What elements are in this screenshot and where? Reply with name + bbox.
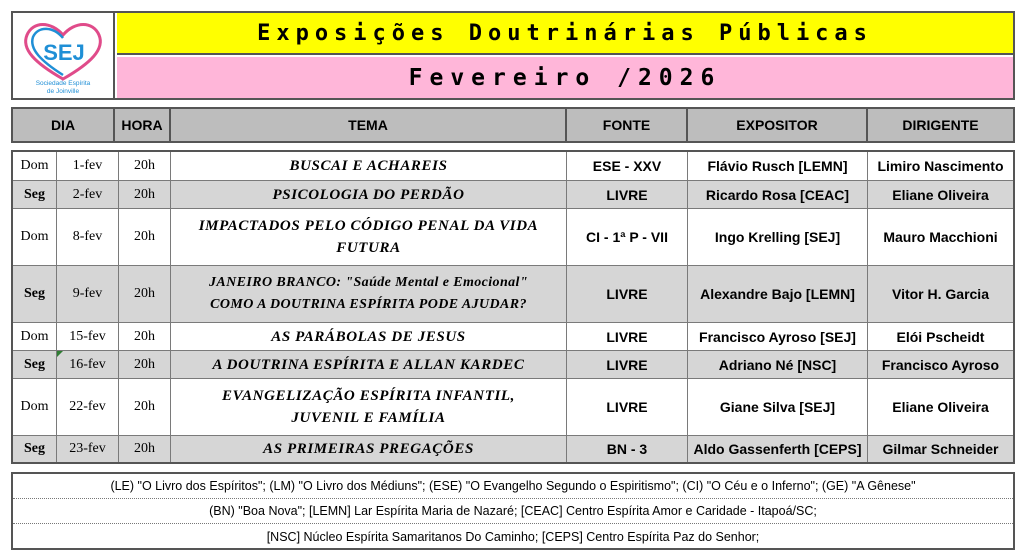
month-title: Fevereiro /2026 [408,64,722,91]
tema-line: A DOUTRINA ESPÍRITA E ALLAN KARDEC [212,356,525,373]
cell-dirigente: Limiro Nascimento [877,158,1004,174]
cell-data: 22-fev [57,379,119,435]
cell-hora: 20h [119,266,171,322]
cell-expositor: Ingo Krelling [SEJ] [688,209,868,265]
table-row [13,266,1013,323]
logo-acronym: SEJ [43,40,85,65]
cell-tema [171,181,567,208]
table-row [13,436,1013,462]
cell-tema [171,436,567,462]
cell-tema [171,209,567,265]
col-tema: TEMA [171,109,567,141]
cell-fonte: LIVRE [567,323,688,350]
tema-line: BUSCAI E ACHAREIS [289,158,448,174]
cell-dia: Dom [13,323,57,350]
cell-fonte: LIVRE [567,181,688,208]
cell-dirigente: Eliane Oliveira [892,186,989,203]
cell-dirigente: Elói Pscheidt [896,328,985,345]
col-hora: HORA [115,109,171,141]
legend-line-1: (LE) "O Livro dos Espíritos"; (LM) "O Livro dos Médiuns"; (ESE) "O Evangelho Segundo o Espiritismo"; (CI) "O Céu e o Inferno"; (GE) "A Gênese" [13,474,1013,499]
cell-fonte: ESE - XXV [567,152,688,180]
cell-tema [171,379,567,435]
cell-dirigente: Eliane Oliveira [892,399,989,415]
cell-expositor: Francisco Ayroso [SEJ] [688,323,868,350]
cell-hora: 20h [119,323,171,350]
column-header-row [11,107,1015,143]
page-title: Exposições Doutrinárias Públicas [257,20,873,46]
cell-hora: 20h [119,351,171,378]
month-band [117,57,1013,98]
col-dirigente: DIRIGENTE [868,109,1013,141]
cell-dirigente: Mauro Macchioni [883,229,998,245]
cell-data: 23-fev [57,436,119,462]
cell-data: 8-fev [57,209,119,265]
cell-dia: Dom [13,209,57,265]
cell-dirigente: Francisco Ayroso [881,356,1000,373]
cell-fonte: BN - 3 [567,436,688,462]
cell-fonte: LIVRE [567,266,688,322]
tema-line: PSICOLOGIA DO PERDÃO [272,186,465,203]
cell-hora: 20h [119,379,171,435]
tema-line: JUVENIL E FAMÍLIA [291,410,446,426]
cell-data: 1-fev [57,152,119,180]
sej-logo [13,13,115,98]
cell-dia: Seg [13,266,57,322]
tema-line: IMPACTADOS PELO CÓDIGO PENAL DA VIDA [198,218,539,234]
table-row [13,209,1013,266]
cell-expositor: Adriano Né [NSC] [688,351,868,378]
cell-tema [171,323,567,350]
cell-hora: 20h [119,152,171,180]
title-band [117,13,1013,55]
cell-expositor: Flávio Rusch [LEMN] [688,152,868,180]
table-row [13,379,1013,436]
table-row [13,323,1013,351]
schedule-table [11,150,1015,464]
cell-expositor: Ricardo Rosa [CEAC] [688,181,868,208]
table-row [13,181,1013,209]
cell-data: 15-fev [57,323,119,350]
tema-line: JANEIRO BRANCO: "Saúde Mental e Emocional" [209,275,528,290]
cell-hora: 20h [119,209,171,265]
col-expositor: EXPOSITOR [688,109,868,141]
cell-hora: 20h [119,181,171,208]
table-row [13,152,1013,181]
logo-line1: Sociedade Espírita [35,80,91,87]
col-dia: DIA [13,109,115,141]
tema-line: FUTURA [336,240,401,256]
cell-tema [171,266,567,322]
cell-fonte: LIVRE [567,379,688,435]
comment-marker-icon [57,351,63,357]
col-fonte: FONTE [567,109,688,141]
cell-expositor: Alexandre Bajo [LEMN] [688,266,868,322]
cell-data: 9-fev [57,266,119,322]
legend-line-3: [NSC] Núcleo Espírita Samaritanos Do Caminho; [CEPS] Centro Espírita Paz do Senhor; [266,529,760,544]
tema-line: AS PARÁBOLAS DE JESUS [271,328,466,345]
legend-box [11,472,1015,550]
cell-dia: Dom [13,152,57,180]
cell-data: 16-fev [57,351,119,378]
cell-dia: Seg [13,181,57,208]
cell-dia: Dom [13,379,57,435]
table-row [13,351,1013,379]
cell-dia: Seg [13,351,57,378]
tema-line: COMO A DOUTRINA ESPÍRITA PODE AJUDAR? [210,297,527,312]
legend-line-2: (BN) "Boa Nova"; [LEMN] Lar Espírita Maria de Nazaré; [CEAC] Centro Espírita Amor e Caridade - Itapoá/SC; [13,499,1013,524]
cell-tema [171,351,567,378]
logo-line2: de Joinville [46,88,80,95]
cell-data: 2-fev [57,181,119,208]
cell-fonte: CI - 1ª P - VII [567,209,688,265]
cell-dia: Seg [13,436,57,462]
cell-hora: 20h [119,436,171,462]
cell-dirigente: Gilmar Schneider [882,441,999,457]
cell-tema [171,152,567,180]
tema-line: AS PRIMEIRAS PREGAÇÕES [263,441,474,457]
tema-line: EVANGELIZAÇÃO ESPÍRITA INFANTIL, [221,388,516,404]
cell-fonte: LIVRE [567,351,688,378]
cell-dirigente: Vitor H. Garcia [891,286,989,302]
cell-expositor: Aldo Gassenferth [CEPS] [688,436,868,462]
cell-expositor: Giane Silva [SEJ] [688,379,868,435]
heart-logo-icon [13,13,113,98]
